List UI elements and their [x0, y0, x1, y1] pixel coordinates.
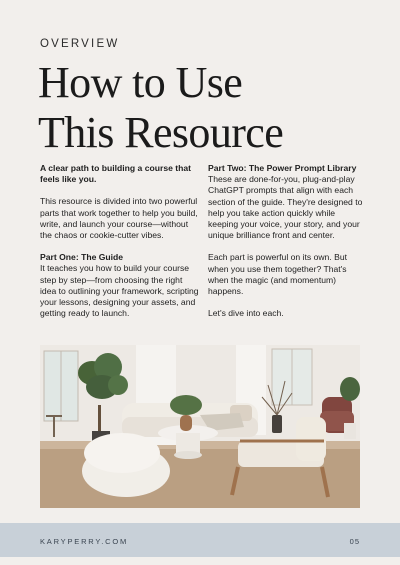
living-room-illustration	[40, 345, 360, 508]
page-title-line-1: How to Use	[38, 58, 243, 107]
together-paragraph: Each part is powerful on its own. But when you use them together? That's when the magic (and momentum) happens.	[208, 252, 348, 297]
footer-band	[0, 523, 400, 557]
part-two-heading: Part Two: The Power Prompt Library	[208, 163, 357, 173]
intro-lead: A clear path to building a course that feels like you.	[40, 163, 192, 185]
part-two-block	[208, 163, 366, 241]
part-one-body: It teaches you how to build your course step by step—from choosing the right idea to outlining your framework, scripting your lessons, designing your assets, and getting ready to launch.	[40, 263, 199, 319]
closing-line: Let's dive into each.	[208, 308, 284, 319]
section-eyebrow: OVERVIEW	[40, 38, 120, 50]
living-room-photo	[40, 345, 360, 508]
footer-brand: KARYPERRY.COM	[40, 537, 129, 546]
page-title-line-2: This Resource	[38, 108, 284, 157]
intro-paragraph: This resource is divided into two powerful parts that work together to help you build, write, and launch your course—without the chaos or cookie-cutter vibes.	[40, 196, 198, 241]
page-title	[38, 58, 378, 158]
part-two-body: These are done-for-you, plug-and-play ChatGPT prompts that align with each section of the guide. They're designed to help you take action quickly while keeping your voice, your story, and your unique brilliance front and center.	[208, 174, 363, 241]
page-number: 05	[349, 537, 360, 546]
part-one-heading: Part One: The Guide	[40, 252, 124, 263]
left-text-column	[40, 163, 200, 330]
part-one-block	[40, 252, 200, 319]
right-text-column	[208, 163, 366, 330]
